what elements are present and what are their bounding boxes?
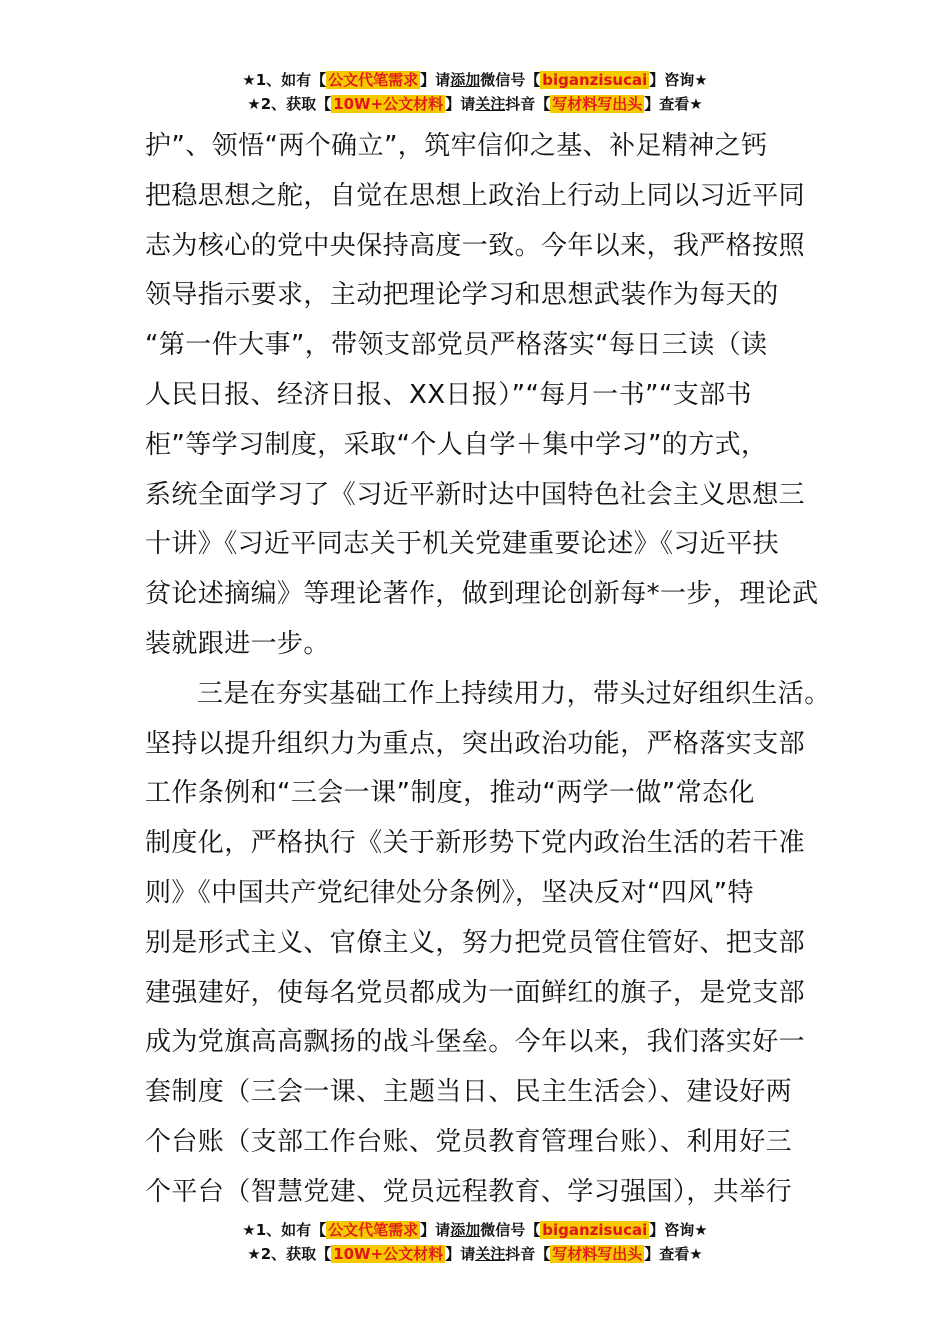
text-line: 人民日报、经济日报、XX日报）”“每月一书”“支部书 [145,379,752,410]
highlight-wechat-id: biganzisucai [542,1221,648,1239]
banner-line-1 [0,68,950,92]
underline-add: 添加 [450,71,481,89]
underline-add: 添加 [450,1221,481,1239]
highlight-wechat-id: biganzisucai [542,71,648,89]
banner-text: 】请 [445,1245,476,1263]
text-line: “第一件大事”，带领支部党员严格落实“每日三读（读 [145,330,768,361]
banner-text: 】查看★ [644,95,703,113]
highlight-douyin-account: 写材料写出头 [552,1245,643,1263]
banner-text: 】请 [420,71,451,89]
text-line: 系统全面学习了《习近平新时达中国特色社会主义思想三 [145,479,806,510]
paragraph-1 [145,122,830,670]
footer-banner [0,1218,950,1266]
highlight-materials: 10W+公文材料 [333,1245,444,1263]
text-line: 领导指示要求，主动把理论学习和思想武装作为每天的 [145,280,779,311]
text-line: 三是在夯实基础工作上持续用力，带头过好组织生活。 [197,678,831,709]
text-line: 建强建好，使每名党员都成为一面鲜红的旗子，是党支部 [145,977,806,1008]
banner-text: ★2、获取【 [247,1245,332,1263]
highlight-materials: 10W+公文材料 [333,95,444,113]
text-line: 把稳思想之舵，自觉在思想上政治上行动上同以习近平同 [145,180,806,211]
banner-text: ★2、获取【 [247,95,332,113]
highlight-ghostwriting: 公文代笔需求 [328,1221,419,1239]
banner-text: 】请 [445,95,476,113]
banner-text: 】请 [420,1221,451,1239]
banner-line-1 [0,1218,950,1242]
banner-text: 抖音【 [505,95,551,113]
text-line: 则》《中国共产党纪律处分条例》，坚决反对“四风”特 [145,877,754,908]
underline-follow: 关注 [475,95,506,113]
underline-follow: 关注 [475,1245,506,1263]
text-line: 柜”等学习制度，采取“个人自学＋集中学习”的方式， [145,429,768,460]
text-line: 护”、领悟“两个确立”，筑牢信仰之基、补足精神之钙 [145,131,768,161]
banner-text: 微信号【 [480,1221,541,1239]
text-line: 个台账（支部工作台账、党员教育管理台账）、利用好三 [145,1126,793,1157]
text-line: 套制度（三会一课、主题当日、民主生活会）、建设好两 [145,1077,793,1108]
text-line: 贫论述摘编》等理论著作，做到理论创新每*一步，理论武 [145,579,819,610]
banner-text: ★1、如有【 [242,71,327,89]
banner-text: 】咨询★ [649,71,708,89]
banner-text: 微信号【 [480,71,541,89]
banner-text: 】咨询★ [649,1221,708,1239]
paragraph-2 [145,670,830,1218]
text-line: 坚持以提升组织力为重点，突出政治功能，严格落实支部 [145,728,806,759]
highlight-douyin-account: 写材料写出头 [552,95,643,113]
text-line: 装就跟进一步。 [145,628,330,659]
banner-line-2 [0,1242,950,1266]
header-banner [0,68,950,116]
text-line: 制度化，严格执行《关于新形势下党内政治生活的若干准 [145,828,806,859]
banner-text: 】查看★ [644,1245,703,1263]
banner-text: 抖音【 [505,1245,551,1263]
text-line: 别是形式主义、官僚主义，努力把党员管住管好、把支部 [145,927,806,958]
text-line: 个平台（智慧党建、党员远程教育、学习强国），共举行 [145,1176,793,1207]
text-line: 成为党旗高高飘扬的战斗堡垒。今年以来，我们落实好一 [145,1027,806,1058]
document-body [145,122,830,1218]
banner-text: ★1、如有【 [242,1221,327,1239]
text-line: 志为核心的党中央保持高度一致。今年以来，我严格按照 [145,230,806,261]
highlight-ghostwriting: 公文代笔需求 [328,71,419,89]
text-line: 工作条例和“三会一课”制度，推动“两学一做”常态化 [145,778,755,809]
text-line: 十讲》《习近平同志关于机关党建重要论述》《习近平扶 [145,529,780,560]
banner-line-2 [0,92,950,116]
